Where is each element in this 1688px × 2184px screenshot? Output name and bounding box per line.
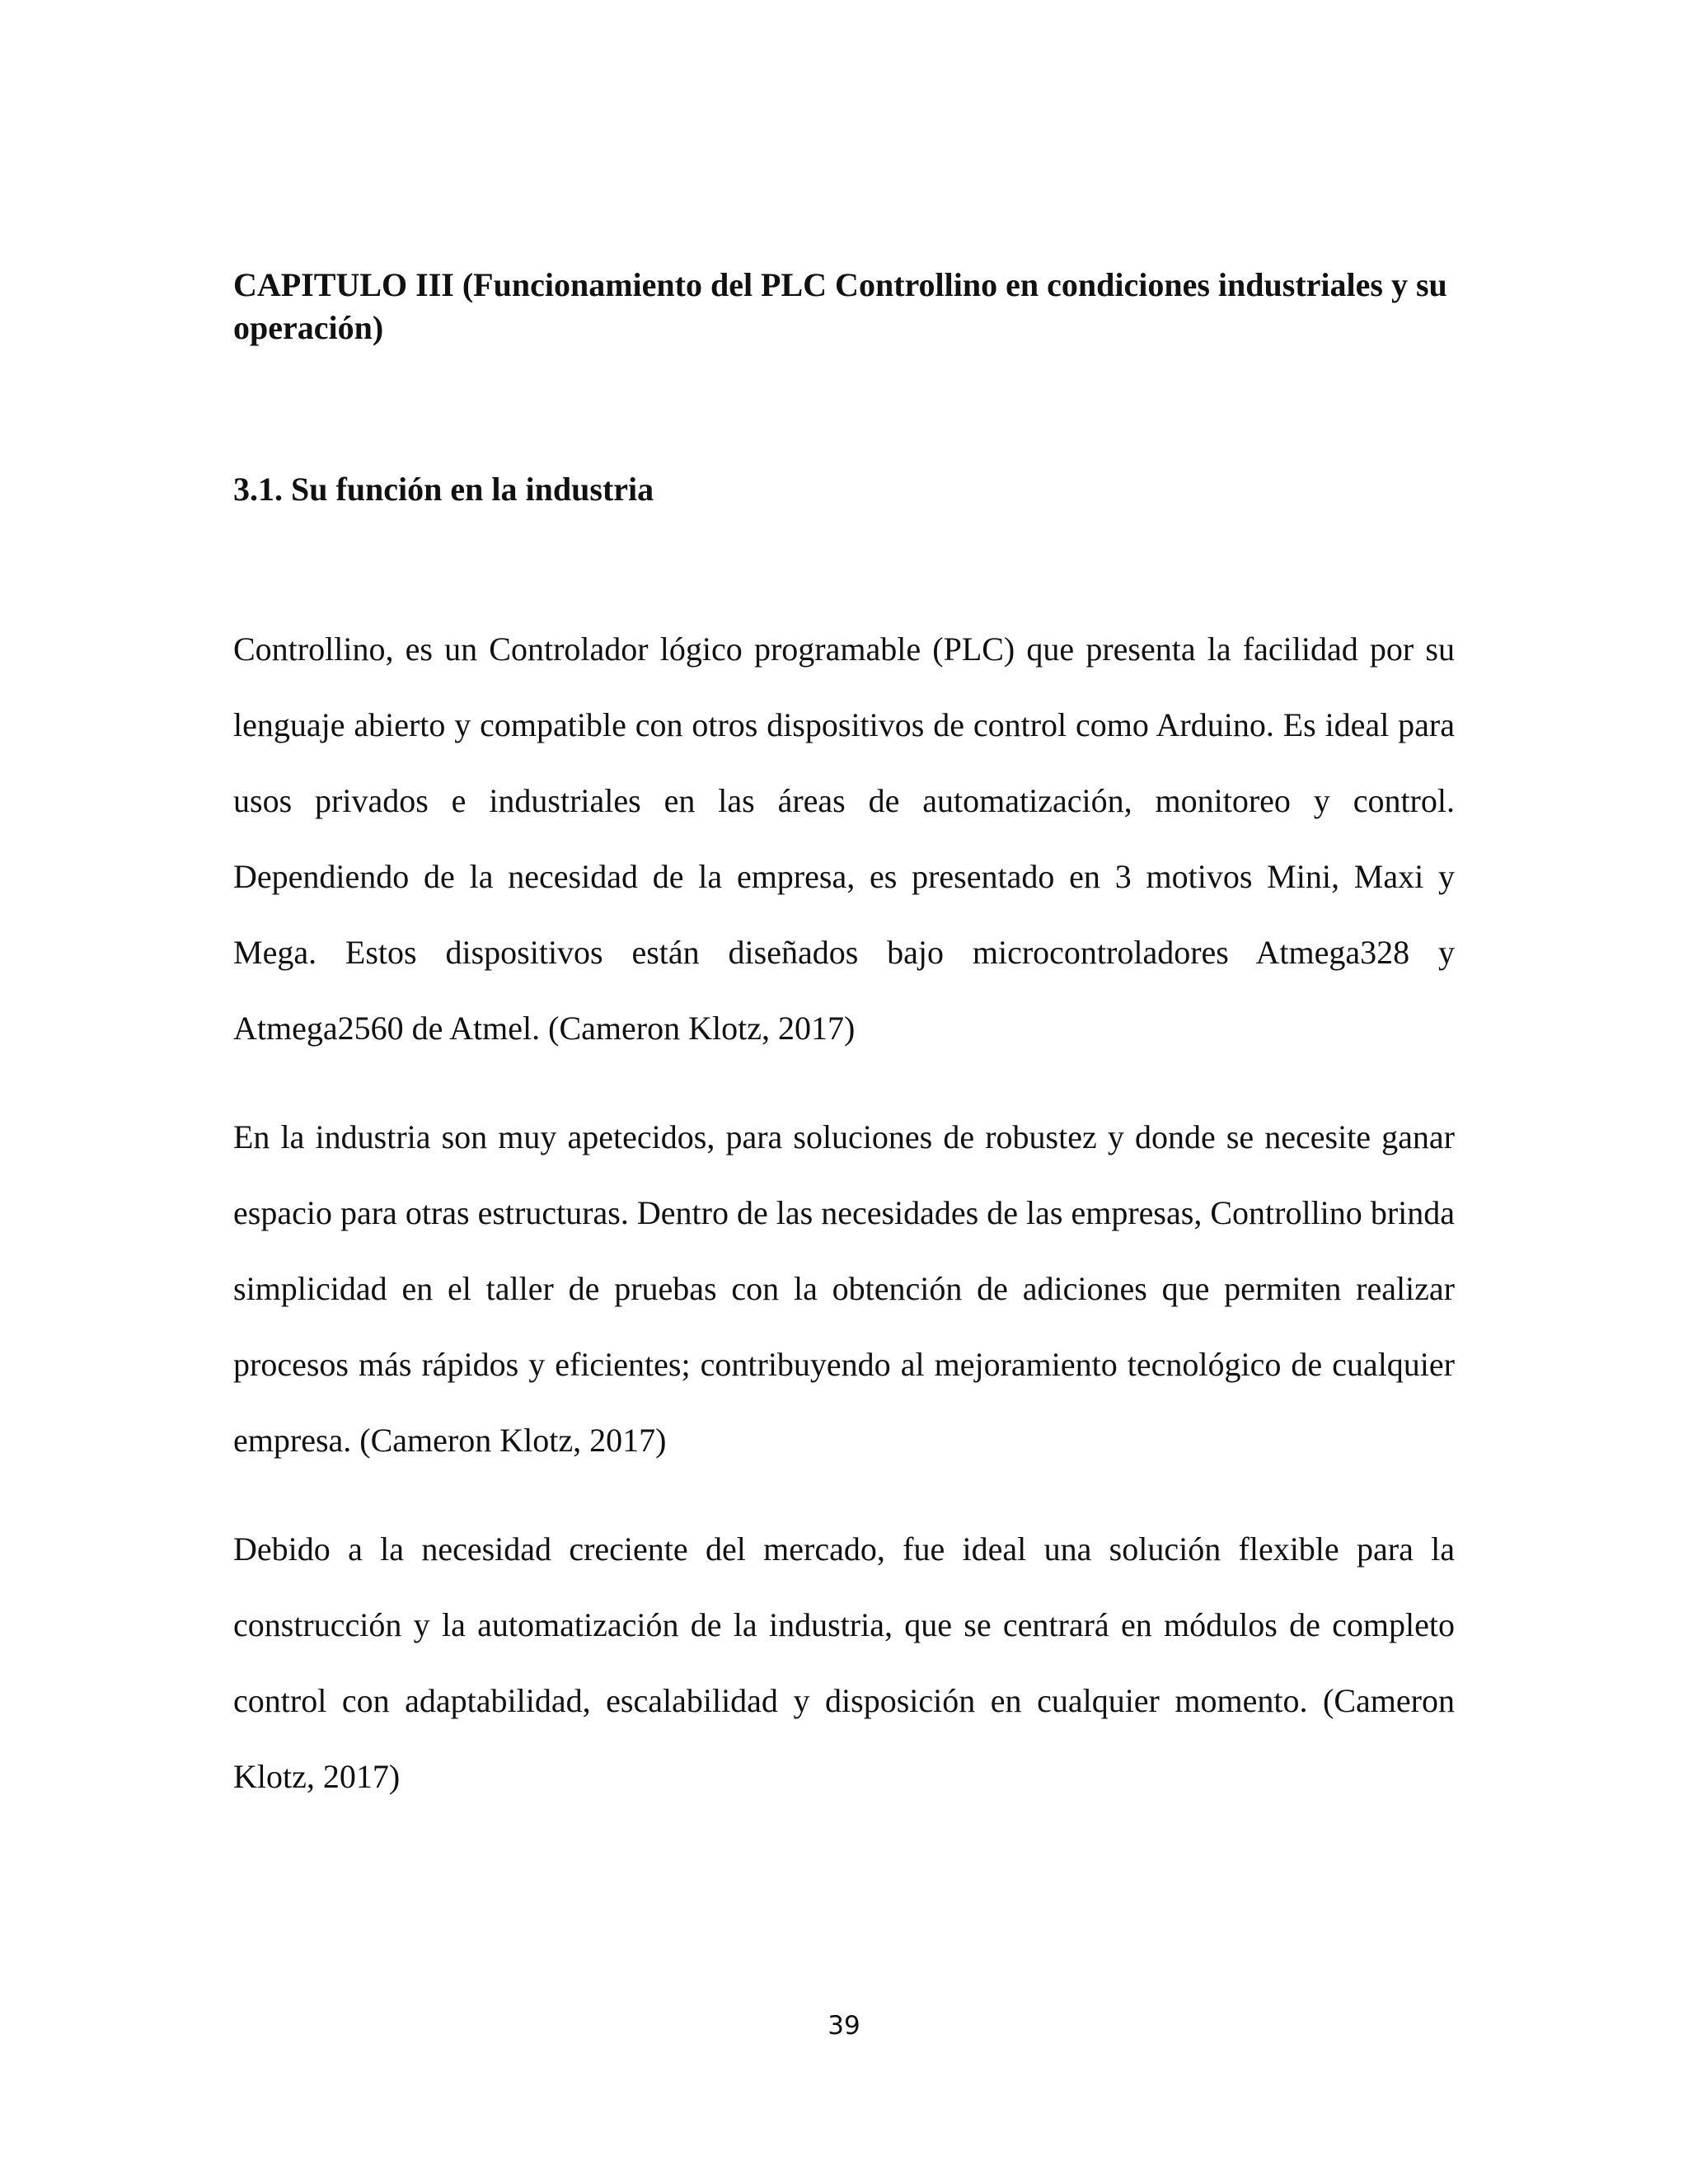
- chapter-title: CAPITULO III (Funcionamiento del PLC Controllino en condiciones industriales y su operación): [233, 266, 1447, 346]
- body-paragraph-2: En la industria son muy apetecidos, para soluciones de robustez y donde se necesite ganar espacio para otras estructuras. Dentro de las necesidades de las empresas, Controllino brinda simplicidad en el taller de pruebas con la obtención de adiciones que permiten realizar procesos más rápidos y eficientes; contribuyendo al mejoramiento tecnológico de cualquier empresa. (Cameron Klotz, 2017): [233, 1118, 1455, 1459]
- section-title: 3.1. Su función en la industria: [233, 471, 654, 508]
- page-number: 39: [828, 2011, 860, 2041]
- body-paragraph-1: Controllino, es un Controlador lógico programable (PLC) que presenta la facilidad por su lenguaje abierto y compatible con otros dispositivos de control como Arduino. Es ideal para usos privados e industriales en las áreas de automatización, monitoreo y control. Dependiendo de la necesidad de la empresa, es presentado en 3 motivos Mini, Maxi y Mega. Estos dispositivos están diseñados bajo microcontroladores Atmega328 y Atmega2560 de Atmel. (Cameron Klotz, 2017): [233, 630, 1455, 1047]
- page-content: [233, 264, 1455, 1815]
- body-paragraph-3: Debido a la necesidad creciente del mercado, fue ideal una solución flexible para la construcción y la automatización de la industria, que se centrará en módulos de completo control con adaptabilidad, escalabilidad y disposición en cualquier momento. (Cameron Klotz, 2017): [233, 1530, 1455, 1795]
